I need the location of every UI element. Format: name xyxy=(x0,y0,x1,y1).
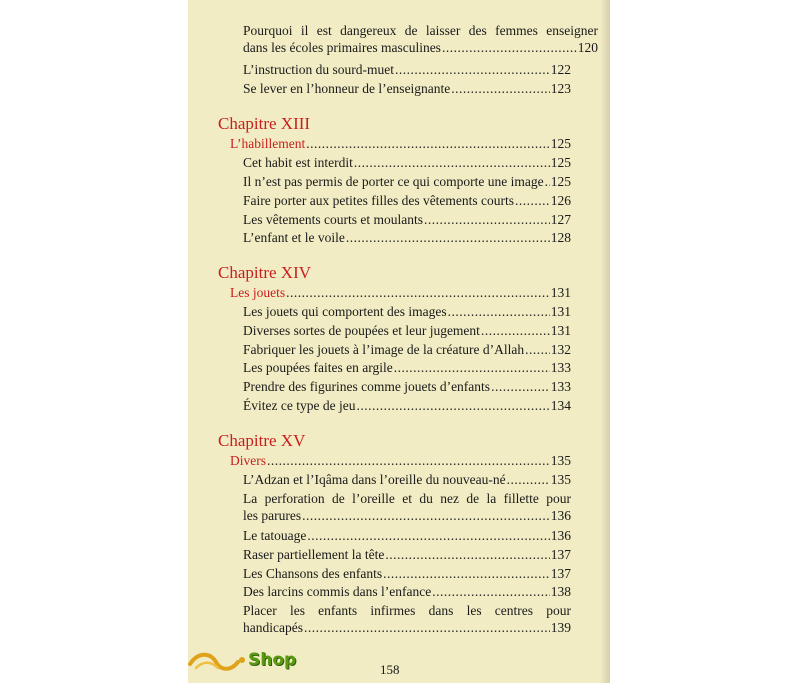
toc-entry-title: L’enfant et le voile xyxy=(243,230,345,245)
toc-entry xyxy=(243,154,571,171)
toc-entry-page: 136 xyxy=(550,508,571,523)
toc-entry-page: 125 xyxy=(550,174,571,189)
toc-entry xyxy=(243,322,571,339)
toc-entry xyxy=(243,211,571,228)
toc-entry-page: 133 xyxy=(550,379,571,394)
toc-entry-page: 136 xyxy=(550,528,571,543)
toc-entry-title: Les jouets qui comportent des images xyxy=(243,304,447,319)
leader-dots xyxy=(306,135,550,152)
toc-entry-title: les parures xyxy=(243,508,302,523)
leader-dots xyxy=(451,80,549,97)
leader-dots xyxy=(491,378,550,395)
toc-entry xyxy=(243,378,571,395)
leader-dots xyxy=(354,154,550,171)
toc-entry-page: 131 xyxy=(550,323,571,338)
toc-entry-title: Se lever en l’honneur de l’enseignante xyxy=(243,81,451,96)
toc-entry xyxy=(243,527,571,544)
shop-logo-text: Shop xyxy=(248,650,297,670)
swirl-logo-icon xyxy=(188,650,248,676)
toc-section-title: Les jouets xyxy=(230,285,286,300)
toc-entry-page: 135 xyxy=(550,472,571,487)
leader-dots xyxy=(356,397,549,414)
toc-entry-page: 126 xyxy=(550,193,571,208)
toc-entry-page: 120 xyxy=(577,40,598,55)
leader-dots xyxy=(267,452,550,469)
leader-dots xyxy=(432,583,550,600)
toc-entry-title: Raser partiellement la tête xyxy=(243,547,385,562)
toc-entry xyxy=(243,192,571,209)
leader-dots xyxy=(395,61,550,78)
leader-dots xyxy=(394,359,550,376)
toc-entry-title: dans les écoles primaires masculines xyxy=(243,40,441,55)
toc-section-title: Divers xyxy=(230,453,266,468)
toc-entry-title: Il n’est pas permis de porter ce qui comporte une image xyxy=(243,174,544,189)
toc-entry-title: Le tatouage xyxy=(243,528,307,543)
toc-entry-page: 122 xyxy=(550,62,571,77)
toc-entry-title: Prendre des figurines comme jouets d’enfants xyxy=(243,379,491,394)
leader-dots xyxy=(383,565,550,582)
leader-dots xyxy=(525,341,550,358)
toc-entry-title: Évitez ce type de jeu xyxy=(243,398,356,413)
toc-entry-page: 137 xyxy=(550,547,571,562)
toc-entry-title: L’Adzan et l’Iqâma dans l’oreille du nouveau-né xyxy=(243,472,506,487)
leader-dots xyxy=(286,284,550,301)
toc-entry xyxy=(243,303,571,320)
page-edge-shadow xyxy=(600,0,610,683)
toc-entry-page: 138 xyxy=(550,584,571,599)
toc-entry-page: 132 xyxy=(550,342,571,357)
leader-dots xyxy=(515,192,550,209)
toc-entry-page: 134 xyxy=(550,398,571,413)
toc-entry-page: 133 xyxy=(550,360,571,375)
toc-entry-title: Cet habit est interdit xyxy=(243,155,353,170)
toc-section-page: 135 xyxy=(550,453,571,468)
toc-entry xyxy=(243,602,571,636)
toc-entry-title: Les vêtements courts et moulants xyxy=(243,212,423,227)
toc-entry-page: 127 xyxy=(550,212,571,227)
toc-entry-title: Fabriquer les jouets à l’image de la créature d’Allah xyxy=(243,342,525,357)
leader-dots xyxy=(346,229,550,246)
book-page xyxy=(188,0,610,683)
toc-entry xyxy=(243,173,571,190)
toc-section xyxy=(230,284,571,301)
toc-entry-title: L’instruction du sourd-muet xyxy=(243,62,394,77)
toc-entry-page: 131 xyxy=(550,304,571,319)
leader-dots xyxy=(442,39,577,56)
toc-section xyxy=(230,135,571,152)
toc-entry-title: Faire porter aux petites filles des vêtements courts xyxy=(243,193,515,208)
toc-entry xyxy=(243,583,571,600)
toc-entry xyxy=(243,490,571,524)
chapter-heading: Chapitre XV xyxy=(218,431,306,450)
leader-dots xyxy=(481,322,550,339)
toc-entry xyxy=(243,22,598,56)
leader-dots xyxy=(385,546,549,563)
toc-entry xyxy=(243,565,571,582)
toc-entry-title-line1: Pourquoi il est dangereux de laisser des femmes enseigner xyxy=(243,23,598,38)
leader-dots xyxy=(307,527,549,544)
toc-entry-page: 137 xyxy=(550,566,571,581)
leader-dots xyxy=(424,211,550,228)
toc-entry-page: 139 xyxy=(550,620,571,635)
chapter-heading: Chapitre XIV xyxy=(218,263,312,282)
page-number: 158 xyxy=(380,662,400,677)
leader-dots xyxy=(545,173,550,190)
toc-entry xyxy=(243,397,571,414)
toc-entry xyxy=(243,229,571,246)
toc-entry-page: 123 xyxy=(550,81,571,96)
shop-logo xyxy=(188,646,306,682)
toc-section-page: 125 xyxy=(550,136,571,151)
toc-entry xyxy=(243,80,571,97)
toc-section xyxy=(230,452,571,469)
toc-entry-title-line1: La perforation de l’oreille et du nez de la fillette pour xyxy=(243,491,571,506)
toc-entry xyxy=(243,341,571,358)
leader-dots xyxy=(507,471,550,488)
toc-section-page: 131 xyxy=(550,285,571,300)
toc-entry xyxy=(243,61,571,78)
toc-entry-title: Les Chansons des enfants xyxy=(243,566,383,581)
toc-entry xyxy=(243,546,571,563)
toc-entry-page: 128 xyxy=(550,230,571,245)
toc-entry-title: handicapés xyxy=(243,620,303,635)
toc-section-title: L’habillement xyxy=(230,136,306,151)
toc-entry-title-line1: Placer les enfants infirmes dans les centres pour xyxy=(243,603,571,618)
toc-entry-page: 125 xyxy=(550,155,571,170)
toc-entry xyxy=(243,471,571,488)
toc-entry-title: Diverses sortes de poupées et leur jugement xyxy=(243,323,480,338)
leader-dots xyxy=(448,303,550,320)
toc-entry-title: Des larcins commis dans l’enfance xyxy=(243,584,432,599)
toc-entry xyxy=(243,359,571,376)
leader-dots xyxy=(304,619,550,636)
toc-entry-title: Les poupées faites en argile xyxy=(243,360,393,375)
leader-dots xyxy=(302,507,550,524)
chapter-heading: Chapitre XIII xyxy=(218,114,311,133)
